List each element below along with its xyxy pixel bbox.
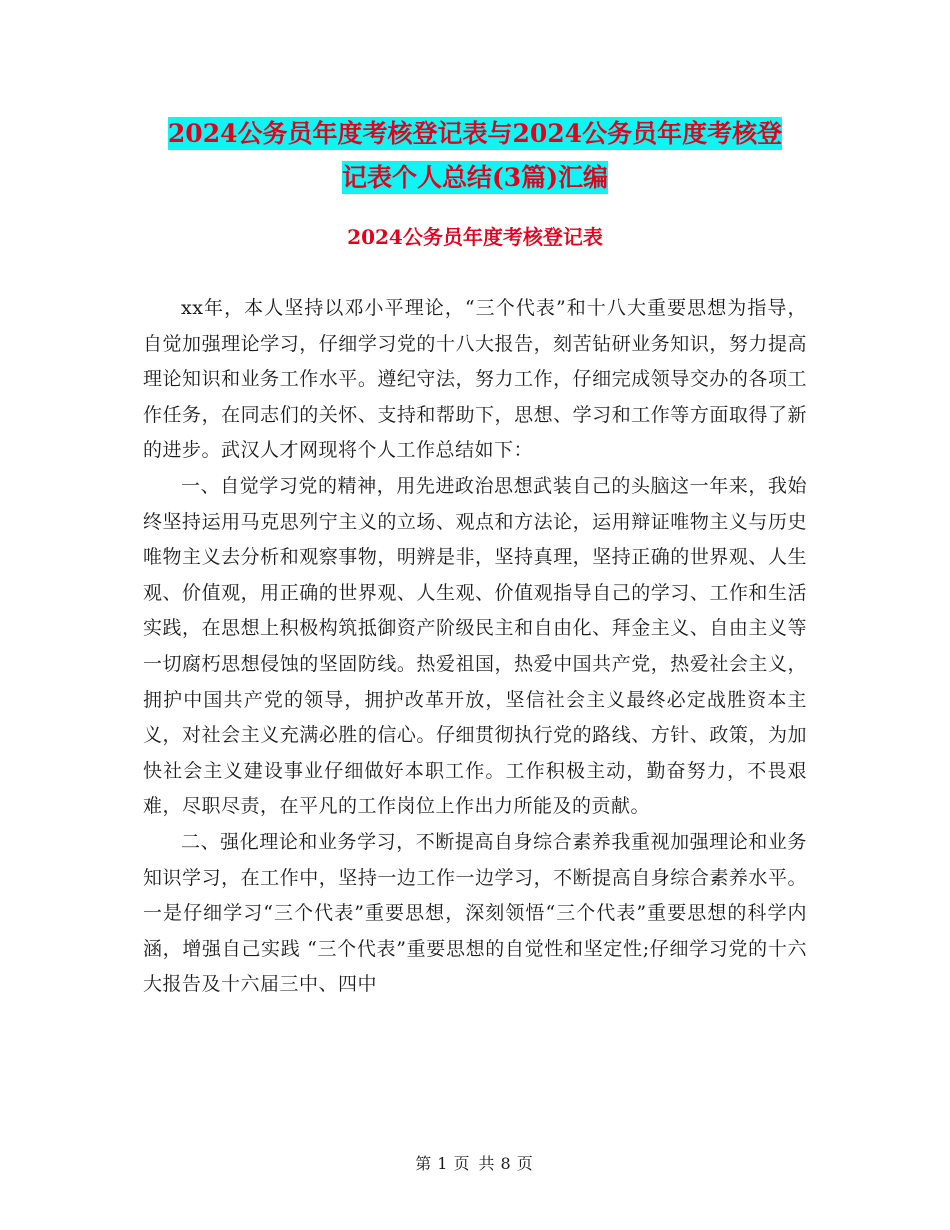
page-footer xyxy=(0,1153,950,1175)
main-title-line-1: 2024公务员年度考核登记表与2024公务员年度考核登 xyxy=(167,119,783,148)
paragraph: 一、自觉学习党的精神，用先进政治思想武装自己的头脑这一年来，我始终坚持运用马克思列宁主义的立场、观点和方法论，运用辩证唯物主义与历史唯物主义去分析和观察事物，明辨是非，坚持真理，坚持正确的世界观、人生观、价值观，用正确的世界观、人生观、价值观指导自己的学习、工作和生活实践，在思想上积极构筑抵御资产阶级民主和自由化、拜金主义、自由主义等一切腐朽思想侵蚀的坚固防线。热爱祖国，热爱中国共产党，热爱社会主义，拥护中国共产党的领导，拥护改革开放，坚信社会主义最终必定战胜资本主义，对社会主义充满必胜的信心。仔细贯彻执行党的路线、方针、政策，为加快社会主义建设事业仔细做好本职工作。工作积极主动，勤奋努力，不畏艰难，尽职尽责，在平凡的工作岗位上作出力所能及的贡献。 xyxy=(143,474,807,818)
paragraph: xx年，本人坚持以邓小平理论，“三个代表”和十八大重要思想为指导，自觉加强理论学习，仔细学习党的十八大报告，刻苦钻研业务知识，努力提高理论知识和业务工作水平。遵纪守法，努力工作，仔细完成领导交办的各项工作任务，在同志们的关怀、支持和帮助下，思想、学习和工作等方面取得了新的进步。武汉人才网现将个人工作总结如下： xyxy=(143,297,807,462)
document-main-title xyxy=(120,112,830,200)
paragraph: 二、强化理论和业务学习，不断提高自身综合素养我重视加强理论和业务知识学习，在工作中，坚持一边工作一边学习，不断提高自身综合素养水平。一是仔细学习“三个代表”重要思想，深刻领悟“三个代表”重要思想的科学内涵，增强自己实践 “三个代表”重要思想的自觉性和坚定性;仔细学习党的十六大报告及十六届三中、四中 xyxy=(143,830,807,996)
current-page-number: 1 xyxy=(437,1154,450,1173)
document-body xyxy=(143,291,807,1003)
page-label-prefix: 第 xyxy=(415,1154,434,1173)
page-label-suffix: 页 xyxy=(516,1154,535,1173)
page-label-mid: 页 共 xyxy=(453,1154,497,1173)
total-pages-number: 8 xyxy=(500,1154,513,1173)
section-title: 2024公务员年度考核登记表 xyxy=(347,225,603,249)
main-title-line-2: 记表个人总结(3篇)汇编 xyxy=(341,163,609,192)
